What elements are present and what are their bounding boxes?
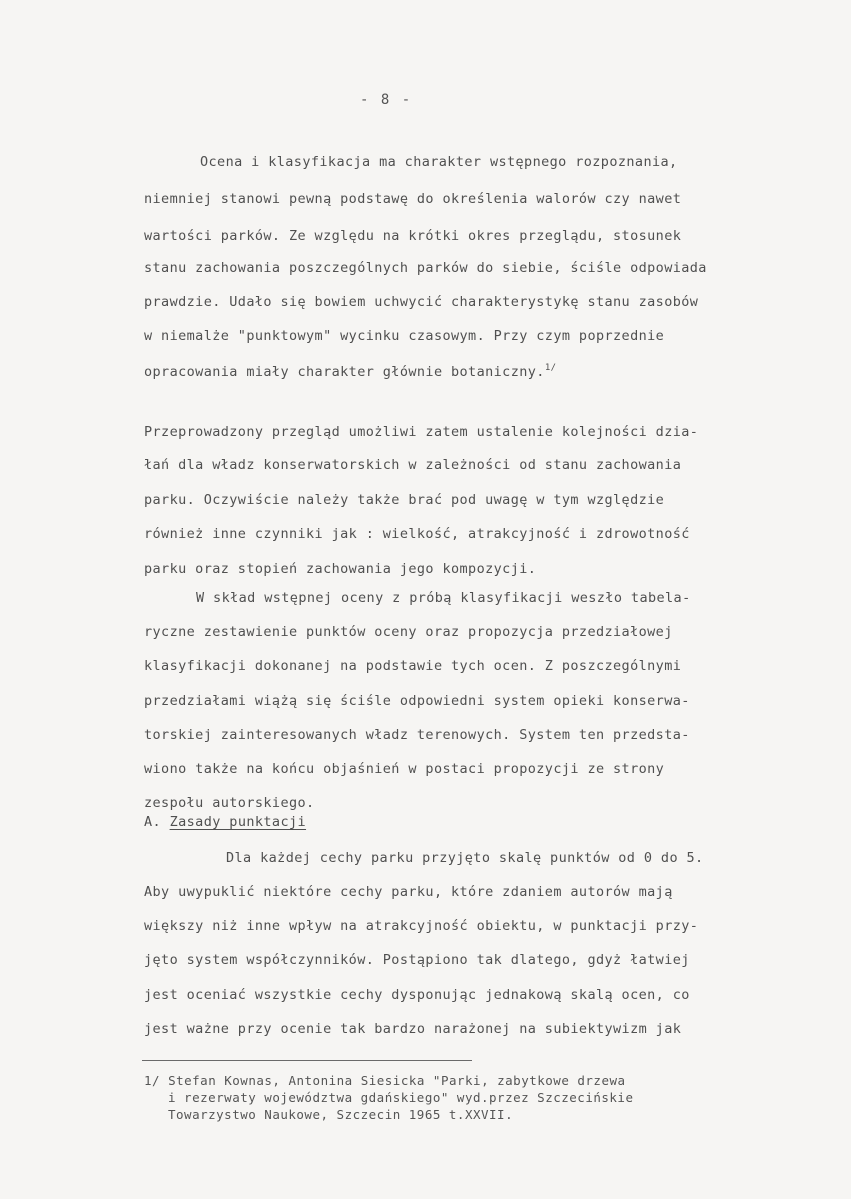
paragraph-1-line: Ocena i klasyfikacja ma charakter wstępnego rozpoznania, (200, 154, 678, 170)
paragraph-2-line: parku. Oczywiście należy także brać pod uwagę w tym względzie (144, 492, 665, 508)
paragraph-1-line: w niemalże "punktowym" wycinku czasowym. Przy czym poprzednie (144, 328, 665, 344)
footnote-line: i rezerwaty województwa gdańskiego" wyd.przez Szczecińskie (168, 1090, 634, 1105)
paragraph-4-line: jęto system współczynników. Postąpiono tak dlatego, gdyż łatwiej (144, 952, 690, 968)
paragraph-1-line: stanu zachowania poszczególnych parków do siebie, ściśle odpowiada (144, 260, 707, 276)
section-prefix: A. (144, 814, 162, 830)
footnote-line: Towarzystwo Naukowe, Szczecin 1965 t.XXVII. (168, 1107, 514, 1122)
paragraph-3-line: ryczne zestawienie punktów oceny oraz propozycja przedziałowej (144, 624, 673, 640)
paragraph-4-line: Dla każdej cechy parku przyjęto skalę punktów od 0 do 5. (226, 850, 704, 866)
paragraph-4-line: Aby uwypuklić niektóre cechy parku, które zdaniem autorów mają (144, 884, 673, 900)
footnote-line: 1/ Stefan Kownas, Antonina Siesicka "Parki, zabytkowe drzewa (144, 1073, 626, 1088)
paragraph-3-line: przedziałami wiążą się ściśle odpowiedni system opieki konserwa- (144, 693, 690, 709)
page-number: - 8 - (360, 92, 413, 108)
paragraph-2-line: również inne czynniki jak : wielkość, atrakcyjność i zdrowotność (144, 526, 690, 542)
section-title: Zasady punktacji (169, 814, 307, 830)
paragraph-1-text: opracowania miały charakter głównie botaniczny. (144, 364, 545, 380)
paragraph-3-line: torskiej zainteresowanych władz terenowych. System ten przedsta- (144, 727, 690, 743)
paragraph-3-line: zespołu autorskiego. (144, 795, 315, 811)
paragraph-2-line: parku oraz stopień zachowania jego kompozycji. (144, 561, 537, 577)
paragraph-2-line: Przeprowadzony przegląd umożliwi zatem ustalenie kolejności dzia- (144, 424, 699, 440)
section-heading (144, 814, 306, 830)
paragraph-1-last-line (144, 364, 556, 380)
footnote-divider (142, 1060, 472, 1061)
paragraph-3-line: klasyfikacji dokonanej na podstawie tych ocen. Z poszczególnymi (144, 658, 682, 674)
paragraph-3-line: W skład wstępnej oceny z próbą klasyfikacji weszło tabela- (196, 590, 691, 606)
footnote-reference: 1/ (544, 363, 557, 373)
paragraph-2-line: łań dla władz konserwatorskich w zależności od stanu zachowania (144, 457, 682, 473)
paragraph-1-line: wartości parków. Ze względu na krótki okres przeglądu, stosunek (144, 228, 682, 244)
paragraph-4-line: większy niż inne wpływ na atrakcyjność obiektu, w punktacji przy- (144, 918, 699, 934)
paragraph-1-line: prawdzie. Udało się bowiem uchwycić charakterystykę stanu zasobów (144, 294, 699, 310)
paragraph-4-line: jest oceniać wszystkie cechy dysponując jednakową skalą ocen, co (144, 987, 690, 1003)
paragraph-3-line: wiono także na końcu objaśnień w postaci propozycji ze strony (144, 761, 665, 777)
paragraph-4-line: jest ważne przy ocenie tak bardzo narażonej na subiektywizm jak (144, 1021, 682, 1037)
paragraph-1-line: niemniej stanowi pewną podstawę do określenia walorów czy nawet (144, 191, 682, 207)
